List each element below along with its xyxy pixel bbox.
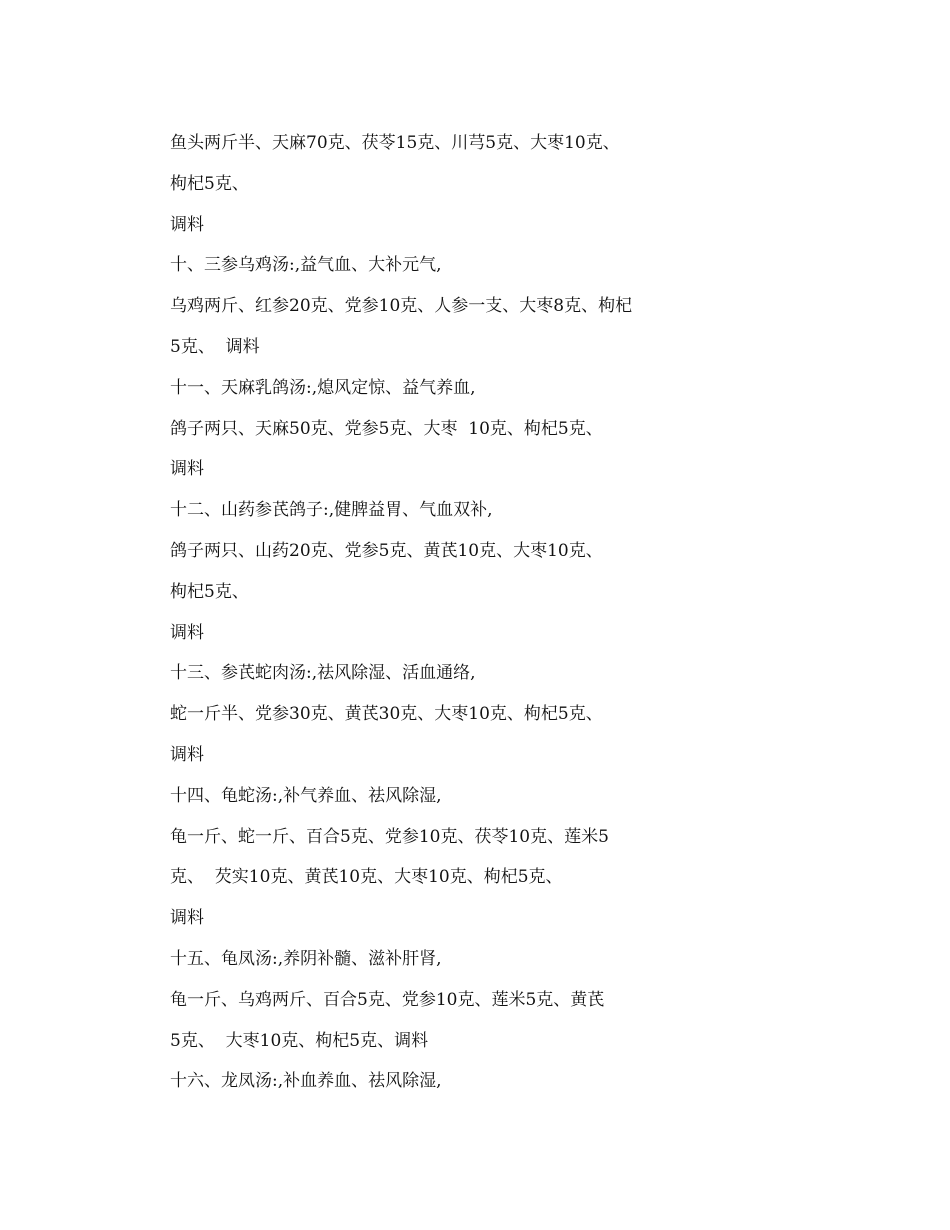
- text-line: 蛇一斤半、党参30克、黄芪30克、大枣10克、枸杞5克、: [170, 704, 603, 725]
- text-line: 5克、 大枣10克、枸杞5克、调料: [170, 1030, 429, 1051]
- recipe-heading: 十六、龙凤汤:,补血养血、祛风除湿,: [170, 1071, 442, 1092]
- recipe-heading: 十五、龟凤汤:,养阴补髓、滋补肝肾,: [170, 948, 442, 969]
- recipe-text-block: [170, 128, 770, 1107]
- text-line: 乌鸡两斤、红参20克、党参10克、人参一支、大枣8克、枸杞: [170, 296, 633, 317]
- text-line: 枸杞5克、: [170, 581, 249, 602]
- recipe-heading: 十一、天麻乳鸽汤:,熄风定惊、益气养血,: [170, 377, 476, 398]
- text-line: 鸽子两只、天麻50克、党参5克、大枣 10克、枸杞5克、: [170, 418, 603, 439]
- text-line: 5克、 调料: [170, 336, 260, 357]
- recipe-heading: 十三、参芪蛇肉汤:,祛风除湿、活血通络,: [170, 663, 476, 684]
- text-line: 龟一斤、蛇一斤、百合5克、党参10克、茯苓10克、莲米5: [170, 826, 609, 847]
- recipe-heading: 十、三参乌鸡汤:,益气血、大补元气,: [170, 255, 442, 276]
- text-line: 克、 芡实10克、黄芪10克、大枣10克、枸杞5克、: [170, 867, 563, 888]
- text-line: 调料: [170, 214, 204, 235]
- recipe-heading: 十二、山药参芪鸽子:,健脾益胃、气血双补,: [170, 500, 493, 521]
- text-line: 调料: [170, 459, 204, 480]
- text-line: 鱼头两斤半、天麻70克、茯苓15克、川芎5克、大枣10克、: [170, 133, 620, 153]
- text-line: 调料: [170, 622, 204, 643]
- text-line: 鸽子两只、山药20克、党参5克、黄芪10克、大枣10克、: [170, 540, 603, 561]
- text-line: 调料: [170, 744, 204, 765]
- text-line: 龟一斤、乌鸡两斤、百合5克、党参10克、莲米5克、黄芪: [170, 989, 605, 1010]
- recipe-heading: 十四、龟蛇汤:,补气养血、祛风除湿,: [170, 785, 442, 806]
- text-line: 枸杞5克、: [170, 173, 249, 194]
- text-line: 调料: [170, 908, 204, 929]
